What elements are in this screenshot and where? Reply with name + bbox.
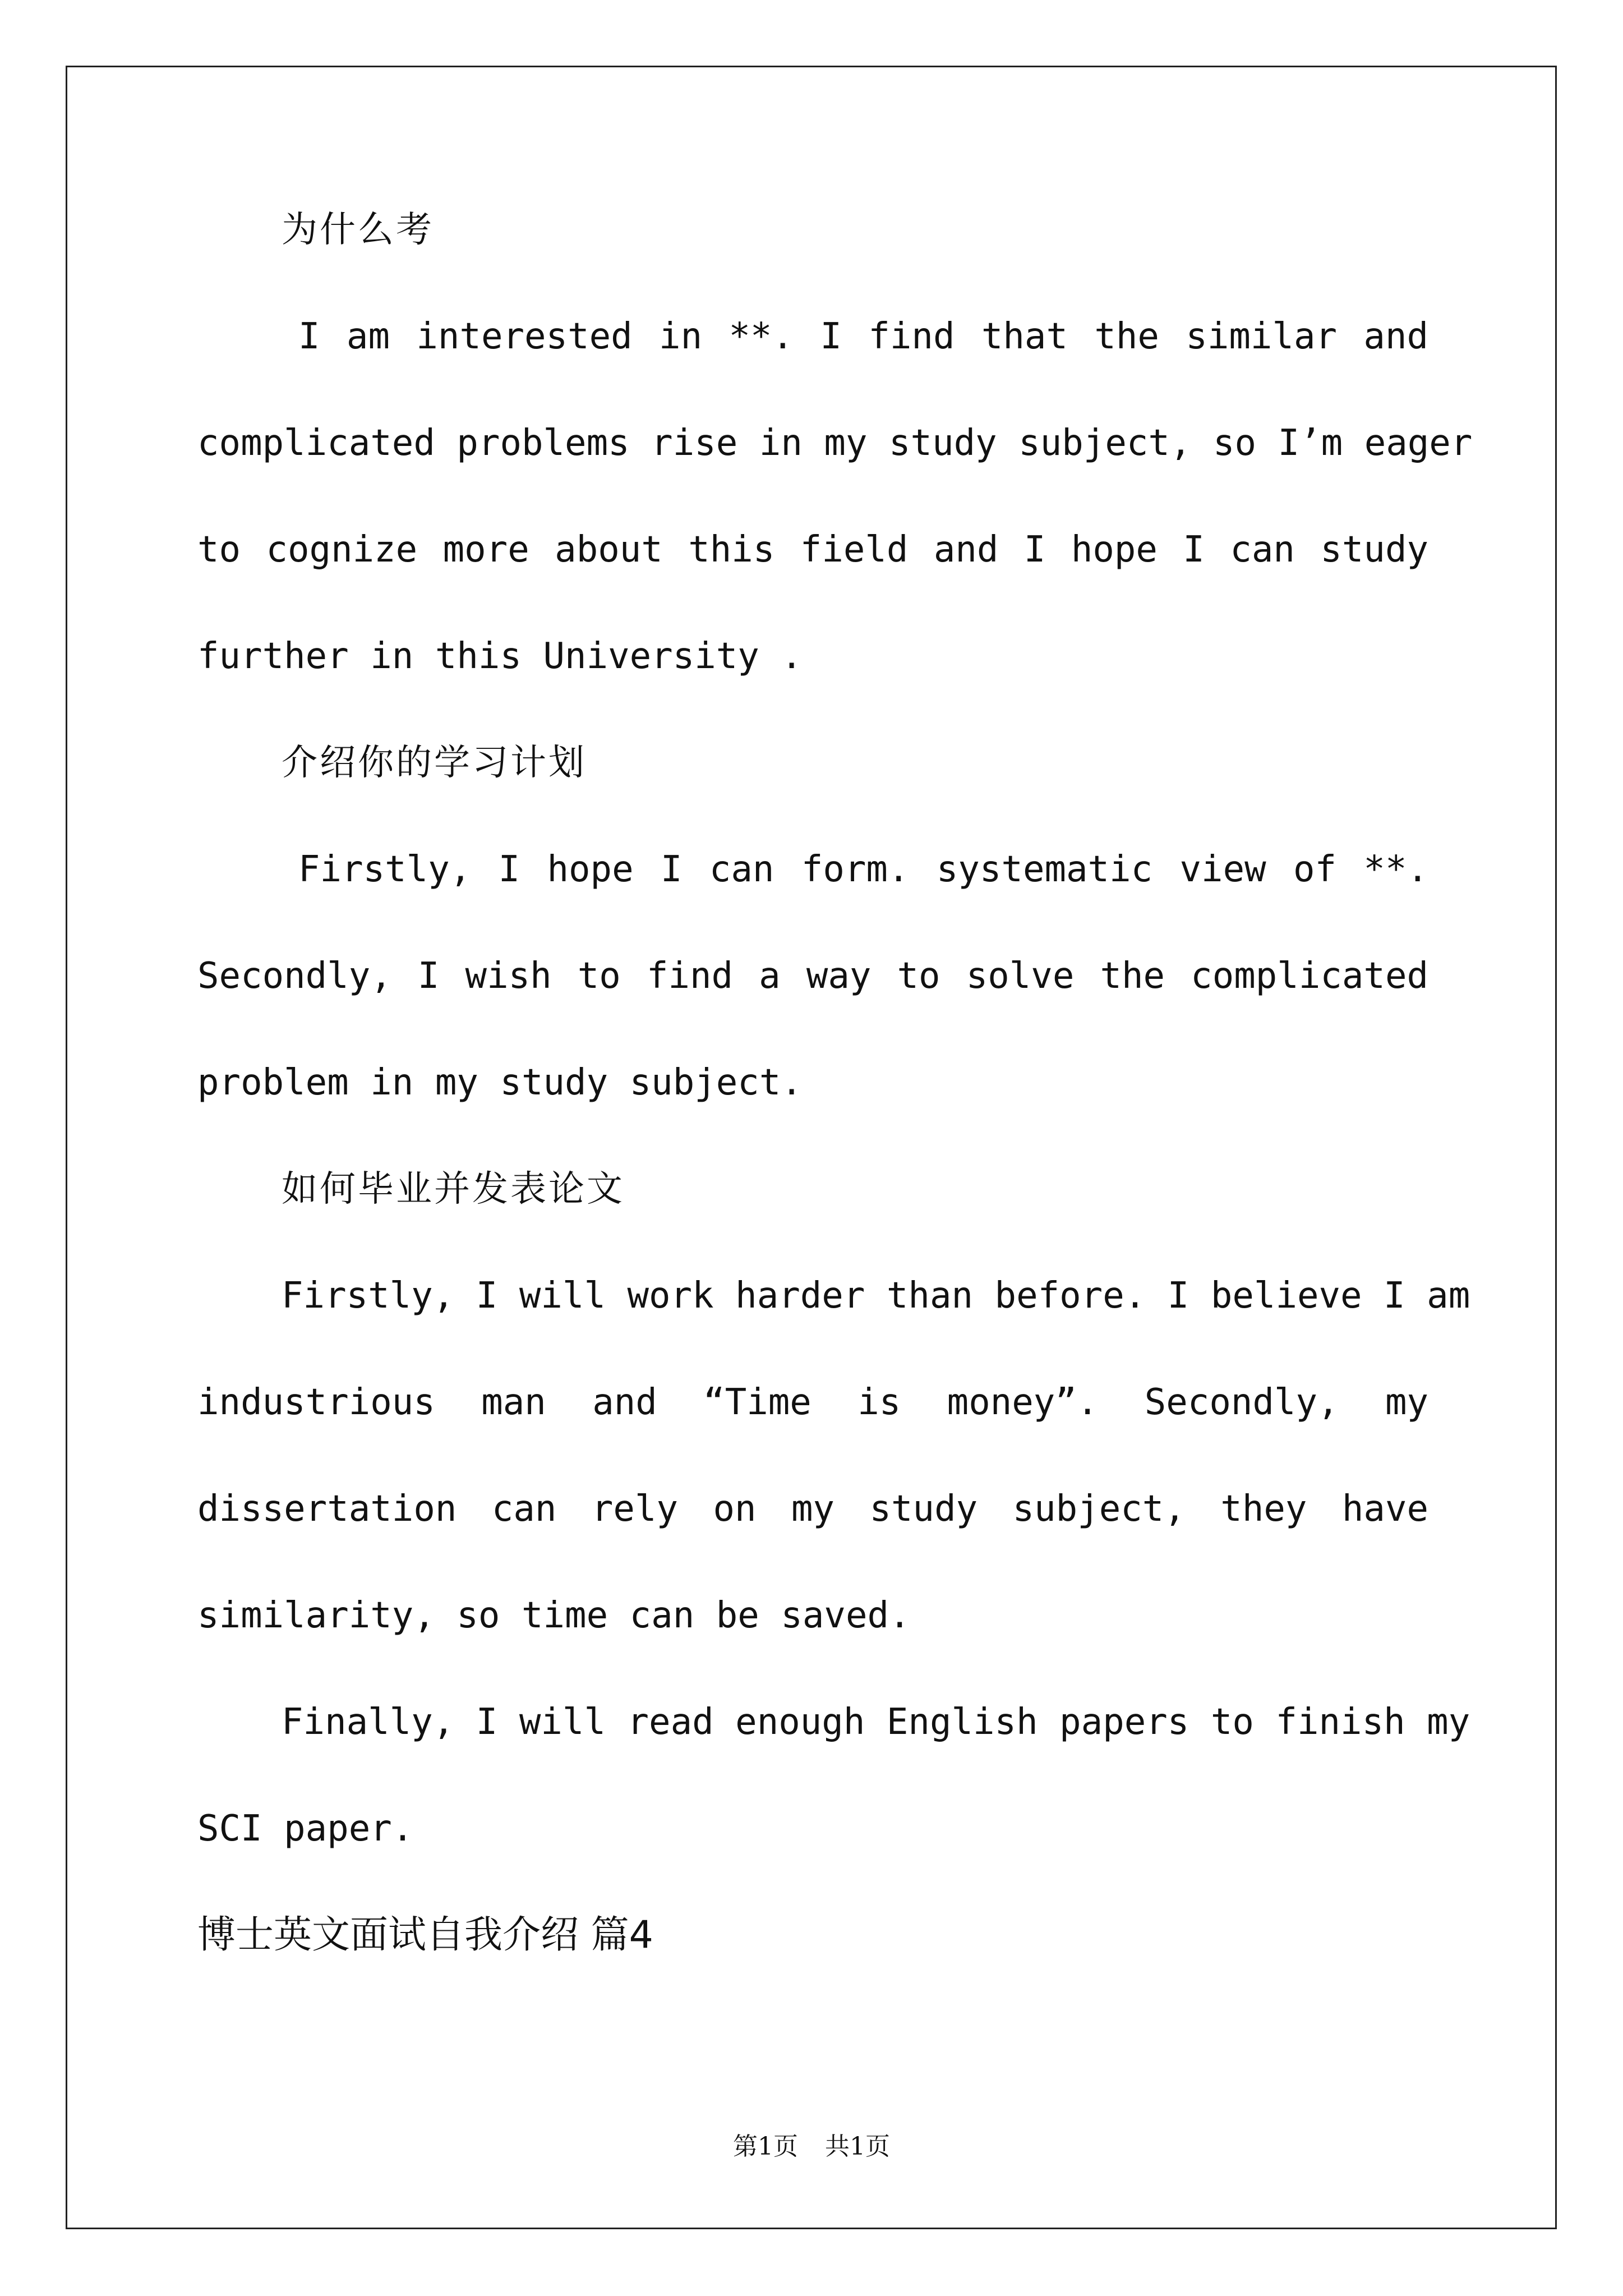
article-title: 博士英文面试自我介绍 篇4 [197,1913,653,1957]
paragraph-line: Finally, I will read enough English papers to finish my [282,1701,1470,1743]
paragraph-line: industrious man and “Time is money”. Secondly, my [197,1382,1428,1423]
section-heading-plan: 介绍你的学习计划 [282,742,587,784]
paragraph-line: Firstly, I will work harder than before. I believe I am [282,1275,1470,1317]
paragraph-line: further in this University . [197,636,803,677]
paragraph-line: SCI paper. [197,1808,414,1849]
paragraph-line: Firstly, I hope I can form. systematic view of **. [298,849,1428,890]
paragraph-line: Secondly, I wish to find a way to solve the complicated [197,955,1428,997]
paragraph-line: problem in my study subject. [197,1062,803,1103]
paragraph-line: complicated problems rise in my study subject, so I’m eager [197,422,1473,464]
page-border [66,66,1557,2229]
paragraph-line: I am interested in **. I find that the similar and [298,316,1428,357]
page-number-total: 共1页 [825,2132,890,2161]
paragraph-line: to cognize more about this field and I hope I can study [197,529,1428,570]
paragraph-line: similarity, so time can be saved. [197,1595,911,1636]
page-number-current: 第1页 [733,2132,798,2161]
section-heading-why: 为什么考 [282,209,434,251]
page-footer [0,2126,1623,2162]
section-heading-graduate: 如何毕业并发表论文 [282,1168,625,1210]
paragraph-line: dissertation can rely on my study subject, they have [197,1488,1428,1530]
